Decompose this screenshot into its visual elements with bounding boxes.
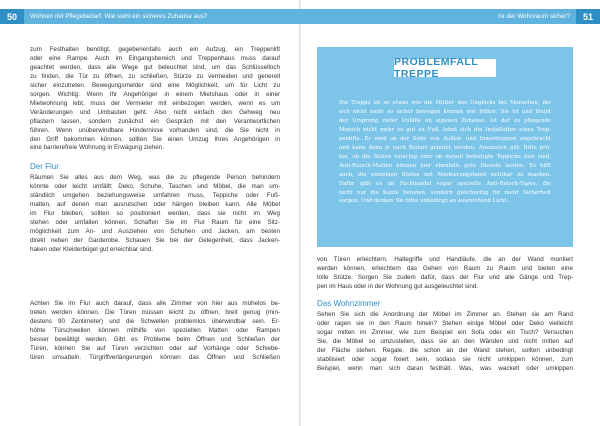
right-header-title: Ist der Wohnraum sicher? — [498, 13, 570, 20]
text-line: tolle Stütze. Sorgen Sie zudem dafür, dass der Flur und alle Gänge und Trep- — [317, 273, 573, 281]
text-line: auch, die einzelnen Stufen mit Markierungsband sichtbar zu machen. — [339, 171, 551, 178]
text-line: zu finden, die Tür zu öffnen, zu schließen, Stürze zu vermeiden und generell — [30, 72, 280, 80]
left-header-bar — [0, 9, 300, 24]
text-line: Dafür gibt es im Fachhandel sogar spezielle Anti-Rutsch-Tapes, die — [339, 180, 551, 187]
text-line: der Ursprung vieler Unfälle im eigenen Zuhause. Ist der zu pflegende — [339, 117, 551, 124]
right-header-bar — [300, 9, 600, 24]
text-line: destens 90 Zentimeter) und die Schwellen problemlos überwindbar sein. Er- — [30, 317, 280, 325]
text-line: türen umsatteln. Türgriffverlängerungen können das Öffnen und Schließen — [30, 353, 280, 361]
continuation-text — [317, 256, 573, 292]
text-line: eine barrierefreie Wohnung in Erwägung ziehen. — [30, 144, 164, 152]
tueren-paragraph — [30, 300, 280, 363]
text-line: könnte oder leicht umfällt: Deko, Schuhe, Taschen und Möbel, die man um- — [30, 182, 280, 190]
text-line: Sie, die Möbel so umzustellen, dass sie an den Wänden und nicht mitten auf — [317, 337, 573, 345]
box-text — [339, 99, 551, 206]
box-title: PROBLEMFALL TREPPE — [394, 59, 496, 77]
text-line: möglichkeit zum An- und Ausziehen von Schuhen und Jacken, am besten — [30, 227, 280, 235]
text-line: den Griff bekommen können, sollten Sie einen Umzug Ihres Angehörigen in — [30, 135, 280, 143]
text-line: führen. Wenn unüberwindbare Hindernisse vorhanden sind, die Sie nicht in — [30, 126, 280, 134]
text-line: werden können, erleichtern das Gehen von Raum zu Raum und bieten eine — [317, 264, 573, 272]
text-line: oder ragen sie in den Raum hinein? Stehen einige Möbel oder Deko vielleicht — [317, 319, 573, 327]
text-line: der Fläche stehen. Regale, die schon an der Wand stehen, sollten unbedingt — [317, 346, 573, 354]
text-line: ständlich umgehen beziehungsweise umfahren muss, Teppiche oder Fuß- — [30, 191, 280, 199]
text-line: besser bewältigt werden. Gibt es Probleme beim Öffnen und Schließen der — [30, 335, 280, 343]
tueren-text — [30, 300, 280, 363]
text-line: haken oder Kleiderbügel gut erreichbar sind. — [30, 245, 153, 253]
text-line: sorgen. Wichtig: Wenn Ihr Angehöriger in einem Mietshaus oder in einer — [30, 90, 280, 98]
text-line: Die Treppe ist so etwas wie die Mutter des Unglücks bei Menschen, die — [339, 100, 551, 106]
text-line: pflastern lassen, sondern zunächst ein Gespräch mit den Verantwortlichen — [30, 117, 280, 125]
text-line: Achten Sie im Flur auch darauf, dass alle Zimmer von hier aus mühelos be- — [30, 300, 280, 307]
left-page-number: 50 — [0, 9, 24, 24]
text-line: Türen, können Sie auf Türen verzichten oder auf Vorhänge oder Schiebe- — [30, 344, 280, 352]
text-line: treten werden können. Die Türen müssen leicht zu öffnen, breit genug (min- — [30, 308, 280, 316]
text-line: penlifts. Er wird an der Seite von Außen- und Innentreppen angebracht — [339, 135, 551, 142]
right-page — [300, 0, 600, 426]
text-line: sicher einzutreten. Bewegungsmelder sind eine Möglichkeit, um für Licht zu — [30, 81, 280, 89]
text-line: pen im Haus oder in der Wohnung gut ausgeleuchtet sind. — [317, 282, 479, 290]
text-line: von Türen erleichtern. Haltegriffe und Handläufe, die an der Wand montiert — [317, 256, 573, 263]
text-line: stehen oder umfallen können. Schaffen Sie im Flur Raum für eine Sitz- — [30, 218, 280, 226]
text-line: geachtet werden, dass alle Wege gut beleuchtet sind, um das Schlüsselloch — [30, 63, 280, 71]
flur-section — [30, 163, 280, 255]
text-line: Sehen Sie sich die Anordnung der Möbel im Zimmer an. Stehen sie am Rand — [317, 310, 573, 318]
wohnzimmer-heading: Das Wohnzimmer — [317, 299, 381, 308]
left-header-title: Wohnen mit Pflegebedarf: Wie sieht ein sicheres Zuhause aus? — [30, 13, 208, 20]
intro-paragraph — [30, 46, 280, 153]
wohnzimmer-text — [317, 311, 573, 374]
flur-heading: Der Flur — [30, 162, 59, 171]
text-line: oder eine Rampe. Auch im Eingangsbereich und Treppenhaus muss darauf — [30, 54, 280, 62]
wohnzimmer-section — [317, 300, 573, 374]
text-line: Beispiel, wenn man sich daran festhält. Was, was wackelt oder umkippen — [317, 364, 573, 372]
continuation-paragraph — [317, 256, 573, 292]
flur-text — [30, 174, 280, 255]
text-line: nicht nur die Kante betonen, sondern gleichzeitig für mehr Sicherheit — [339, 189, 551, 196]
text-line: und kann dann je nach Bedarf genutzt werden. Ansonsten gilt: Bitte prü- — [339, 144, 551, 151]
text-line: Mietwohnung lebt, muss der Vermieter mit einbezogen werden, wenn es um — [30, 99, 280, 107]
text-line: höhte Türschwellen können mithilfe von speziellen Matten oder Rampen — [30, 326, 280, 334]
intro-text — [30, 46, 280, 153]
text-line: fen, ob die Stufen rutschig oder ob darauf befestigte Teppiche lose sind. — [339, 153, 551, 160]
right-page-number: 51 — [576, 9, 600, 24]
text-line: direkt neben der Garderobe. Schauen Sie bei der Gelegenheit, dass Jacken- — [30, 236, 280, 244]
text-line: Räumen Sie alles aus dem Weg, was die zu pflegende Person behindern — [30, 173, 280, 181]
text-line: stabilisiert oder sogar fixiert sein, sodass sie nicht umkippen können, zum — [317, 355, 573, 363]
text-line: Anti-Rutsch-Matten können hier ebenfalls gute Dienste leisten. Es hilft — [339, 162, 551, 169]
text-line: im Flur bleiben, sollten so positioniert werden, dass sie nicht im Weg — [30, 209, 280, 217]
text-line: zum Festhalten benötigt, gegebenenfalls auch ein Aufzug, ein Treppenlift — [30, 46, 280, 53]
text-line: sich nicht mehr so sicher bewegen können wie früher. Sie ist und bleibt — [339, 108, 551, 115]
text-line: Veränderungen und Umbauten geht. Also nicht einfach den Gehweg neu — [30, 108, 280, 116]
text-line: sogar mitten im Zimmer, wie zum Beispiel ein Sofa oder ein Tisch? Versuchen — [317, 328, 573, 336]
text-line: sorgen. Und denken Sie bitte unbedingt an ausreichend Licht. — [339, 198, 509, 205]
text-line: Mensch nicht mehr so gut zu Fuß, lohnt sich die Installation eines Trep- — [339, 126, 551, 133]
text-line: matten, auf denen man ausrutschen oder hängen bleiben kann. Alle Möbel — [30, 200, 280, 208]
problemfall-treppe-box — [317, 47, 573, 247]
